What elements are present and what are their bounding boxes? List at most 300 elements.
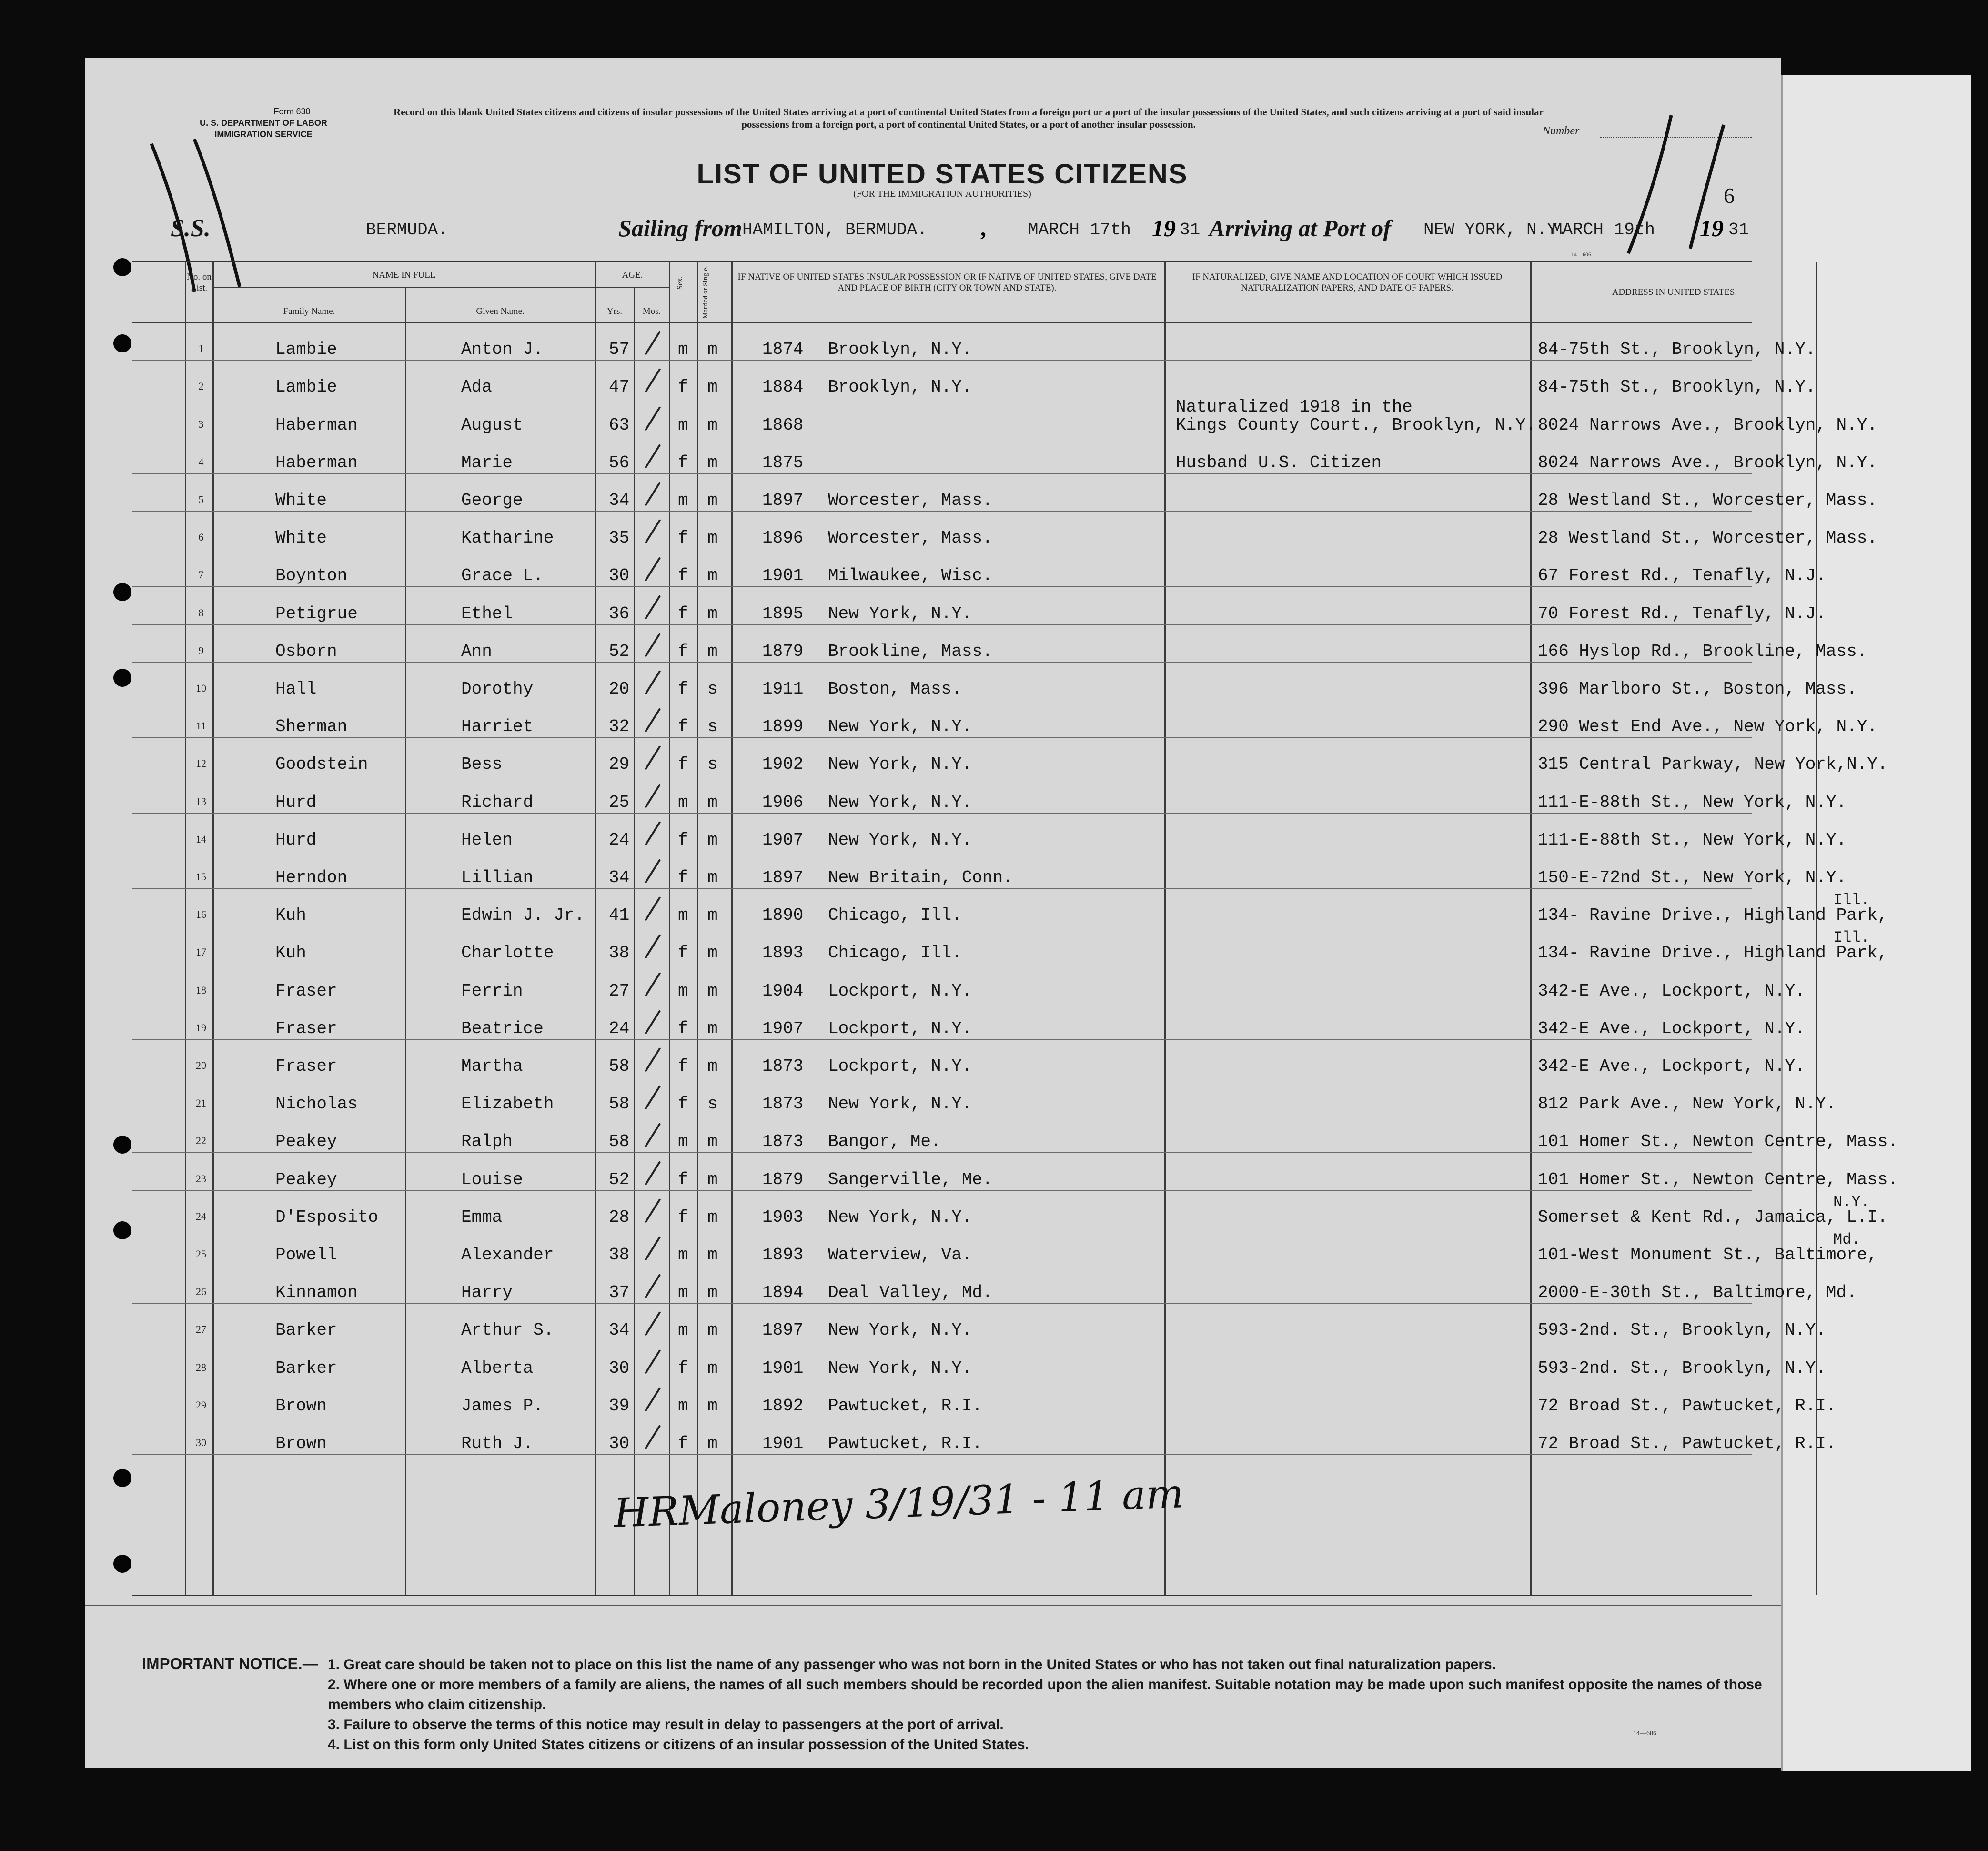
birth-place: Lockport, N.Y. <box>828 1018 972 1038</box>
marital-status: m <box>707 453 718 473</box>
address: Somerset & Kent Rd., Jamaica, L.I. <box>1538 1207 1888 1227</box>
age-years: 30 <box>609 566 630 586</box>
birth-place: Boston, Mass. <box>828 679 962 699</box>
sex: f <box>678 830 688 850</box>
birth-year: 1868 <box>762 415 804 435</box>
age-years: 57 <box>609 340 630 360</box>
row-number: 24 <box>196 1210 206 1222</box>
form-instructions: Record on this blank United States citizens and citizens of insular possessions of the United States arriving at a port of continental United States from a foreign port or a port of the insular possessions of the United States, and such citizens arriving at a port of said insular possessions from a foreign port, a port of continental United States, or a port of another insular possession. <box>394 106 1544 130</box>
row-number: 14 <box>196 833 206 845</box>
address: 396 Marlboro St., Boston, Mass. <box>1538 679 1857 699</box>
row-number: 20 <box>196 1059 206 1071</box>
address: 812 Park Ave., New York, N.Y. <box>1538 1094 1837 1114</box>
sex: m <box>678 490 688 510</box>
address: 67 Forest Rd., Tenafly, N.J. <box>1538 566 1826 586</box>
given-name: August <box>461 415 523 435</box>
birth-place: New York, N.Y. <box>828 1358 972 1378</box>
sex: f <box>678 1169 688 1189</box>
given-name: Ethel <box>461 604 513 624</box>
sex: f <box>678 867 688 887</box>
address: 8024 Narrows Ave., Brooklyn, N.Y. <box>1538 415 1877 435</box>
given-name: Grace L. <box>461 566 544 586</box>
birth-year: 1901 <box>762 566 804 586</box>
given-name: Bess <box>461 754 503 775</box>
birth-year: 1873 <box>762 1132 804 1152</box>
birth-year: 1895 <box>762 604 804 624</box>
row-number: 17 <box>196 946 206 958</box>
family-name: Hall <box>275 679 317 699</box>
check-mark <box>645 784 661 808</box>
birth-place: Deal Valley, Md. <box>828 1283 993 1303</box>
birth-place: Brookline, Mass. <box>828 641 993 661</box>
marital-status: m <box>707 415 718 435</box>
row-number: 9 <box>198 644 204 656</box>
table-row <box>132 1115 1898 1153</box>
row-number: 8 <box>198 606 204 619</box>
header-months: Mos. <box>642 306 661 316</box>
birth-year: 1902 <box>762 754 804 775</box>
check-mark <box>645 482 661 506</box>
table-row <box>132 1266 1857 1304</box>
table-row <box>132 814 1847 851</box>
check-mark <box>645 331 661 355</box>
age-years: 20 <box>609 679 630 699</box>
marital-status: m <box>707 830 718 850</box>
birth-place: New York, N.Y. <box>828 717 972 737</box>
table-row <box>132 700 1877 738</box>
sailing-date: MARCH 17th <box>1028 220 1131 240</box>
marital-status: m <box>707 943 718 963</box>
table-row <box>132 964 1806 1002</box>
punch-hole <box>113 1469 131 1487</box>
birth-year: 1897 <box>762 490 804 510</box>
family-name: D'Esposito <box>275 1207 379 1227</box>
birth-place: New York, N.Y. <box>828 754 972 775</box>
birth-year: 1892 <box>762 1396 804 1416</box>
address-continuation: Md. <box>1833 1230 1861 1248</box>
marital-status: m <box>707 792 718 812</box>
check-mark <box>645 1010 661 1034</box>
table-row <box>132 1040 1806 1077</box>
marital-status: m <box>707 981 718 1001</box>
table-row <box>132 1304 1826 1341</box>
birth-place: New York, N.Y. <box>828 1094 972 1114</box>
birth-place: New York, N.Y. <box>828 604 972 624</box>
age-years: 52 <box>609 1169 630 1189</box>
table-row <box>132 474 1877 512</box>
given-name: Alexander <box>461 1245 554 1265</box>
address: 28 Westland St., Worcester, Mass. <box>1538 490 1877 510</box>
table-row <box>132 512 1877 549</box>
given-name: Emma <box>461 1207 503 1227</box>
check-mark <box>645 633 661 657</box>
birth-place: Waterview, Va. <box>828 1245 972 1265</box>
sex: m <box>678 1132 688 1152</box>
sex: m <box>678 792 688 812</box>
sex: m <box>678 415 688 435</box>
birth-year: 1879 <box>762 641 804 661</box>
sex: f <box>678 717 688 737</box>
row-number: 21 <box>196 1097 206 1109</box>
check-mark <box>645 972 661 996</box>
sailing-year: 31 <box>1180 220 1201 240</box>
sex: f <box>678 1358 688 1378</box>
table-row <box>132 1077 1837 1115</box>
age-years: 52 <box>609 641 630 661</box>
row-number: 12 <box>196 757 206 770</box>
given-name: George <box>461 490 523 510</box>
family-name: Brown <box>275 1433 327 1453</box>
given-name: Beatrice <box>461 1018 544 1038</box>
sex: f <box>678 943 688 963</box>
birth-year: 1903 <box>762 1207 804 1227</box>
birth-place: New York, N.Y. <box>828 792 972 812</box>
address: 101-West Monument St., Baltimore, <box>1538 1245 1877 1265</box>
marital-status: m <box>707 1358 718 1378</box>
check-mark <box>645 708 661 733</box>
check-mark <box>645 897 661 921</box>
age-years: 38 <box>609 943 630 963</box>
marital-status: s <box>707 1094 718 1114</box>
marital-status: m <box>707 528 718 548</box>
table-row <box>132 625 1867 663</box>
header-married-single: Married or Single. <box>702 266 709 319</box>
check-mark <box>645 520 661 544</box>
address: 342-E Ave., Lockport, N.Y. <box>1538 1056 1806 1076</box>
birth-place: Brooklyn, N.Y. <box>828 377 972 397</box>
birth-year: 1894 <box>762 1283 804 1303</box>
sex: m <box>678 1396 688 1416</box>
table-row <box>132 1341 1826 1379</box>
age-years: 24 <box>609 830 630 850</box>
header-no: No. on List. <box>187 272 212 293</box>
notice-item: 3. Failure to observe the terms of this notice may result in delay to passengers at the port of arrival. <box>328 1717 1004 1732</box>
marital-status: m <box>707 1245 718 1265</box>
birth-year: 1897 <box>762 867 804 887</box>
table-row <box>132 851 1847 889</box>
birth-year: 1911 <box>762 679 804 699</box>
age-years: 47 <box>609 377 630 397</box>
birth-year: 1899 <box>762 717 804 737</box>
check-mark <box>645 444 661 468</box>
birth-year: 1890 <box>762 905 804 926</box>
punch-hole <box>113 334 131 352</box>
birth-year: 1901 <box>762 1358 804 1378</box>
birth-year: 1875 <box>762 453 804 473</box>
given-name: Charlotte <box>461 943 554 963</box>
address: 84-75th St., Brooklyn, N.Y. <box>1538 377 1816 397</box>
row-number: 13 <box>196 795 206 807</box>
address: 8024 Narrows Ave., Brooklyn, N.Y. <box>1538 453 1877 473</box>
voyage-line: S.S. BERMUDA. Sailing from HAMILTON, BERMUDA. , MARCH 17th 19 31 Arriving at Port of NEW YORK, N.Y. MARCH 19th 19 31 <box>171 215 1749 242</box>
age-years: 32 <box>609 717 630 737</box>
header-rule <box>595 287 669 288</box>
punch-hole <box>113 258 131 276</box>
table-row <box>132 1153 1898 1190</box>
given-name: Marie <box>461 453 513 473</box>
marital-status: m <box>707 867 718 887</box>
table-row <box>132 323 1816 361</box>
manifest-sheet <box>85 58 1898 1768</box>
check-mark <box>645 1047 661 1072</box>
check-mark <box>645 935 661 959</box>
address: 593-2nd. St., Brooklyn, N.Y. <box>1538 1320 1826 1340</box>
address: 72 Broad St., Pawtucket, R.I. <box>1538 1396 1837 1416</box>
table-row <box>132 397 1877 436</box>
row-number: 22 <box>196 1135 206 1147</box>
header-years: Yrs. <box>606 306 623 316</box>
birth-year: 1873 <box>762 1094 804 1114</box>
sex: f <box>678 566 688 586</box>
given-name: Harry <box>461 1283 513 1303</box>
row-number: 26 <box>196 1286 206 1298</box>
check-mark <box>645 1387 661 1411</box>
age-years: 34 <box>609 867 630 887</box>
birth-year: 1873 <box>762 1056 804 1076</box>
age-years: 58 <box>609 1056 630 1076</box>
table-row <box>132 663 1857 700</box>
sex: f <box>678 754 688 775</box>
marital-status: m <box>707 1433 718 1453</box>
birth-place: Worcester, Mass. <box>828 490 993 510</box>
row-number: 30 <box>196 1436 206 1449</box>
arriving-label: Arriving at Port of <box>1209 215 1391 241</box>
birth-place: Pawtucket, R.I. <box>828 1433 983 1453</box>
birth-year: 1907 <box>762 830 804 850</box>
check-mark <box>645 557 661 582</box>
check-mark <box>645 670 661 694</box>
given-name: Elizabeth <box>461 1094 554 1114</box>
form-number: Form 630 <box>273 107 311 116</box>
punch-hole <box>113 583 131 601</box>
service-line: IMMIGRATION SERVICE <box>214 130 313 139</box>
marital-status: m <box>707 604 718 624</box>
table-row <box>132 1002 1806 1040</box>
family-name: Lambie <box>275 340 337 360</box>
ship-name: BERMUDA. <box>366 220 448 240</box>
arrival-port: NEW YORK, N.Y. <box>1423 220 1568 240</box>
family-name: Peakey <box>275 1169 337 1189</box>
address: 315 Central Parkway, New York,N.Y. <box>1538 754 1888 775</box>
age-years: 24 <box>609 1018 630 1038</box>
birth-year: 1884 <box>762 377 804 397</box>
birth-place: New York, N.Y. <box>828 1320 972 1340</box>
family-name: White <box>275 490 327 510</box>
family-name: Barker <box>275 1358 337 1378</box>
age-years: 39 <box>609 1396 630 1416</box>
family-name: Sherman <box>275 717 348 737</box>
row-number: 6 <box>198 531 204 543</box>
row-number: 3 <box>198 418 204 430</box>
family-name: Boynton <box>275 566 348 586</box>
age-years: 28 <box>609 1207 630 1227</box>
check-mark <box>645 1123 661 1147</box>
table-row <box>132 549 1826 587</box>
sex: m <box>678 981 688 1001</box>
age-years: 34 <box>609 490 630 510</box>
table-row <box>132 738 1888 775</box>
sex: m <box>678 1320 688 1340</box>
family-name: Goodstein <box>275 754 368 775</box>
marital-status: m <box>707 1018 718 1038</box>
birth-year: 1897 <box>762 1320 804 1340</box>
row-number: 10 <box>196 682 206 694</box>
ss-label: S.S. <box>171 215 211 242</box>
header-rule <box>213 287 595 288</box>
table-row <box>132 889 1888 926</box>
sex: m <box>678 905 688 926</box>
notice-item: 1. Great care should be taken not to place on this list the name of any passenger who was not born in the United States or who has not taken out final naturalization papers. <box>328 1657 1496 1672</box>
check-mark <box>645 595 661 619</box>
naturalization-note: Husband U.S. Citizen <box>1176 453 1382 473</box>
sex: f <box>678 641 688 661</box>
address: 342-E Ave., Lockport, N.Y. <box>1538 1018 1806 1038</box>
family-name: Haberman <box>275 415 358 435</box>
sex: f <box>678 1018 688 1038</box>
age-years: 30 <box>609 1433 630 1453</box>
address: 84-75th St., Brooklyn, N.Y. <box>1538 340 1816 360</box>
marital-status: m <box>707 490 718 510</box>
birth-place: New Britain, Conn. <box>828 867 1013 887</box>
marital-status: m <box>707 905 718 926</box>
row-number: 5 <box>198 493 204 505</box>
row-number: 18 <box>196 984 206 996</box>
header-age: AGE. <box>622 270 643 280</box>
given-name: Ada <box>461 377 492 397</box>
address: 28 Westland St., Worcester, Mass. <box>1538 528 1877 548</box>
sheet-number: 6 <box>1724 183 1735 208</box>
check-mark <box>645 1274 661 1298</box>
row-number: 4 <box>198 455 204 468</box>
punch-hole <box>113 1555 131 1573</box>
age-years: 63 <box>609 415 630 435</box>
birth-place: Bangor, Me. <box>828 1132 941 1152</box>
birth-year: 1893 <box>762 943 804 963</box>
given-name: Anton J. <box>461 340 544 360</box>
sex: f <box>678 1056 688 1076</box>
sex: f <box>678 1207 688 1227</box>
table-row <box>132 926 1888 964</box>
departure-port: HAMILTON, BERMUDA. <box>742 220 928 240</box>
header-name-in-full: NAME IN FULL <box>372 270 436 280</box>
address: 342-E Ave., Lockport, N.Y. <box>1538 981 1806 1001</box>
given-name: Harriet <box>461 717 534 737</box>
address-continuation: N.Y. <box>1833 1193 1870 1211</box>
given-name: Edwin J. Jr. <box>461 905 585 926</box>
age-years: 27 <box>609 981 630 1001</box>
family-name: Kuh <box>275 943 306 963</box>
sex: m <box>678 340 688 360</box>
family-name: Herndon <box>275 867 348 887</box>
row-rule <box>132 1454 1752 1455</box>
birth-place: New York, N.Y. <box>828 830 972 850</box>
age-years: 29 <box>609 754 630 775</box>
table-row <box>132 1379 1837 1417</box>
header-address: ADDRESS IN UNITED STATES. <box>1612 287 1737 297</box>
birth-year: 1901 <box>762 1433 804 1453</box>
sex: f <box>678 604 688 624</box>
marital-status: m <box>707 1169 718 1189</box>
header-sex: Sex. <box>676 276 684 290</box>
address: 111-E-88th St., New York, N.Y. <box>1538 792 1847 812</box>
birth-year: 1904 <box>762 981 804 1001</box>
row-number: 28 <box>196 1361 206 1373</box>
table-row <box>132 1191 1888 1228</box>
given-name: Richard <box>461 792 534 812</box>
family-name: Peakey <box>275 1132 337 1152</box>
check-mark <box>645 1198 661 1223</box>
birth-year: 1907 <box>762 1018 804 1038</box>
marital-status: m <box>707 1283 718 1303</box>
form-title: LIST OF UNITED STATES CITIZENS <box>696 159 1188 190</box>
sailing-from-label: Sailing from <box>618 215 742 241</box>
row-number: 15 <box>196 870 206 883</box>
address: 290 West End Ave., New York, N.Y. <box>1538 717 1877 737</box>
arrival-year-prefix: 19 <box>1700 215 1724 241</box>
row-number: 29 <box>196 1398 206 1411</box>
row-number: 19 <box>196 1021 206 1034</box>
check-mark <box>645 1236 661 1260</box>
address: 134- Ravine Drive., Highland Park, <box>1538 943 1888 963</box>
table-row <box>132 436 1877 474</box>
row-number: 23 <box>196 1172 206 1185</box>
age-years: 30 <box>609 1358 630 1378</box>
header-naturalized: IF NATURALIZED, GIVE NAME AND LOCATION OF COURT WHICH ISSUED NATURALIZATION PAPERS, AND DATE OF PAPERS. <box>1192 272 1503 293</box>
given-name: Arthur S. <box>461 1320 554 1340</box>
sex: f <box>678 453 688 473</box>
form-subtitle: (FOR THE IMMIGRATION AUTHORITIES) <box>853 189 1031 199</box>
sex: f <box>678 528 688 548</box>
given-name: Lillian <box>461 867 534 887</box>
department-line: U. S. DEPARTMENT OF LABOR <box>200 118 327 128</box>
table-row <box>132 1228 1877 1266</box>
birth-place: Chicago, Ill. <box>828 943 962 963</box>
printer-code-bottom: 14—606 <box>1633 1730 1656 1737</box>
marital-status: m <box>707 1396 718 1416</box>
age-years: 38 <box>609 1245 630 1265</box>
given-name: James P. <box>461 1396 544 1416</box>
family-name: Hurd <box>275 830 317 850</box>
passenger-table <box>132 261 1898 1596</box>
table-row <box>132 1417 1837 1455</box>
marital-status: m <box>707 340 718 360</box>
table-row <box>132 775 1847 813</box>
marital-status: m <box>707 641 718 661</box>
given-name: Alberta <box>461 1358 534 1378</box>
table-row <box>132 361 1816 398</box>
birth-place: Lockport, N.Y. <box>828 981 972 1001</box>
punch-hole <box>113 1136 131 1154</box>
printer-code-top: 14—606 <box>1571 251 1591 258</box>
header-given-name: Given Name. <box>476 306 525 316</box>
address-continuation: Ill. <box>1833 891 1870 909</box>
check-mark <box>645 1349 661 1374</box>
family-name: Nicholas <box>275 1094 358 1114</box>
birth-year: 1874 <box>762 340 804 360</box>
address: 70 Forest Rd., Tenafly, N.J. <box>1538 604 1826 624</box>
sex: m <box>678 1245 688 1265</box>
check-mark <box>645 859 661 883</box>
address: 101 Homer St., Newton Centre, Mass. <box>1538 1132 1898 1152</box>
row-number: 1 <box>198 342 204 355</box>
inspector-signature: HRMaloney 3/19/31 - 11 am <box>613 1470 1185 1537</box>
birth-place: Milwaukee, Wisc. <box>828 566 993 586</box>
family-name: Fraser <box>275 1056 337 1076</box>
age-years: 25 <box>609 792 630 812</box>
age-years: 36 <box>609 604 630 624</box>
marital-status: m <box>707 566 718 586</box>
family-name: Kuh <box>275 905 306 926</box>
